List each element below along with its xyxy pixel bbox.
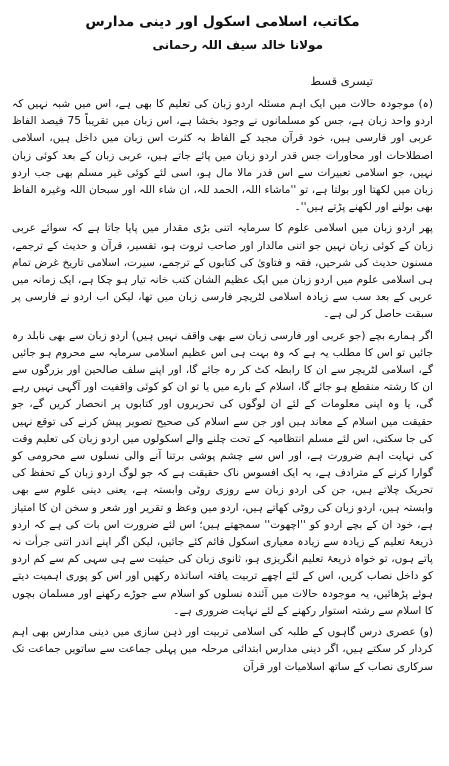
paragraph: اگر ہمارے بچے (جو عربی اور فارسی زبان سے بھی واقف نہیں ہیں) اردو زبان سے بھی نابلد رہ جائیں تو اس کا مطلب یہ ہے کہ وہ بہت ہی اس عظیم اسلامی سرمایہ سے محروم ہو جائیں گے، اسلامی لٹریچر سے ان کا رابطہ کٹ کر رہ جائے گا، اور اپنے سلف صالحین اور بزرگوں سے ان کا رشتہ منقطع ہو جائے گا، اسلام کے بارے میں یا تو ان کو کوئی واقفیت اور آگہی نہیں رہے گی، یا وہ اپنی معلومات کے لئے ان لوگوں کی تحریروں اور کتابوں پر انحصار کریں گے، جو حقیقت میں اسلام کے معاند ہیں اور جن سے اسلام کی صحیح تصویر پیش کرنے کی توقع نہیں کی جا سکتی، اس لئے مسلم انتظامیہ کے تحت چلنے والے اسکولوں میں اردو زبان کی تعلیم وقت کی نہایت اہم ضرورت ہے، اور اس سے چشم پوشی برتنا آنے والی نسلوں سے محرومی کو گوارا کرنے کے مترادف ہے، یہ ایک افسوس ناک حقیقت ہے کہ جو لوگ اردو زبان کے تحفظ کی تحریک چلاتے ہیں، جن کی اردو زبان سے روزی روٹی وابستہ ہے، یعنی دینی علوم سے بھی وابستہ ہیں، اردو زبان کی روٹی کھاتے ہیں، اردو میں وعظ و تقریر اور شعر و سخن ان کا امتیاز ہے، خود ان کے بچے اردو کو ''اچھوت'' سمجھتے ہیں؛ اس لئے ضرورت اس بات کی ہے کہ اردو ذریعۂ تعلیم کے زیادہ سے زیادہ معیاری اسکول قائم کئے جائیں، لیکن اگر اپنے اندر اتنی جرأت نہ پاتے ہوں، تو خواہ ذریعۂ تعلیم انگریزی ہو، ثانوی زبان کی حیثیت سے ہی سہی کم سے کم اردو کو داخل نصاب کریں، اس کے لئے اچھے تربیت یافتہ اساتذہ رکھیں اور اس کو پوری اہمیت دیتے ہوئے پڑھائیں، یہ موجودہ حالات میں آئندہ نسلوں کو اسلام سے جوڑے رکھنے اور مسلمان بچوں کا اسلام سے رشتہ استوار رکھنے کے لئے نہایت ضروری ہے۔: [12, 329, 433, 617]
article-title: مکاتب، اسلامی اسکول اور دینی مدارس: [85, 14, 360, 30]
article-body: [12, 96, 433, 676]
article-author: مولانا خالد سیف اللہ رحمانی: [152, 38, 323, 52]
paragraph: (ہ) موجودہ حالات میں ایک اہم مسئلہ اردو زبان کی تعلیم کا بھی ہے، اس میں شبہ نہیں کہ اردو واحد زبان ہے، جس کو مسلمانوں نے وجود بخشا ہے، اس زبان میں تقریباً 75 فیصد الفاظ عربی اور فارسی ہیں، خود قرآن مجید کے الفاظ بہ کثرت اس زبان میں داخل ہیں، اسلامی اصطلاحات اور محاورات جس قدر اردو زبان میں پائے جاتے ہیں، عربی زبان کے بعد کوئی زبان نہیں، جو اسلامی تعبیرات سے اس قدر مالا مال ہو، اسی لئے کوئی غیر مسلم بھی جب اردو زبان میں لکھتا اور بولتا ہے، تو ''ماشاء اللہ، الحمد للہ، ان شاء اللہ اور سبحان اللہ وغیرہ الفاظ بھی بولنے اور لکھنے پڑتے ہیں''۔: [12, 98, 433, 214]
paragraph: پھر اردو زبان میں اسلامی علوم کا سرمایہ اتنی بڑی مقدار میں پایا جاتا ہے کہ سوائے عربی زبان کے کوئی زبان نہیں جو اتنی مالدار اور صاحب ثروت ہو، تفسیر، قرآن و حدیث کے ترجمے، مسنون حدیث کی شرحیں، فقہ و فتاویٰ کی کتابوں کے ترجمے، سیرت، اسلامی تاریخ غرض تمام ہی اسلامی علوم میں اردو زبان میں ایک عظیم الشان کتب خانہ تیار ہو چکا ہے، ایک زمانہ میں عربی کے بعد سب سے زیادہ اسلامی لٹریچر فارسی زبان میں تھا، لیکن اب اردو نے فارسی پر سبقت حاصل کر لی ہے۔: [12, 222, 433, 321]
installment-label: تیسری قسط: [310, 74, 373, 88]
paragraph: (و) عصری درس گاہوں کے طلبہ کی اسلامی تربیت اور ذہن سازی میں دینی مدارس بھی اہم کردار کر سکتے ہیں، اگر دینی مدارس ابتدائی مرحلہ میں پہلی جماعت سے ساتویں جماعت تک سرکاری نصاب کے ساتھ اسلامیات اور قرآن: [12, 626, 433, 673]
